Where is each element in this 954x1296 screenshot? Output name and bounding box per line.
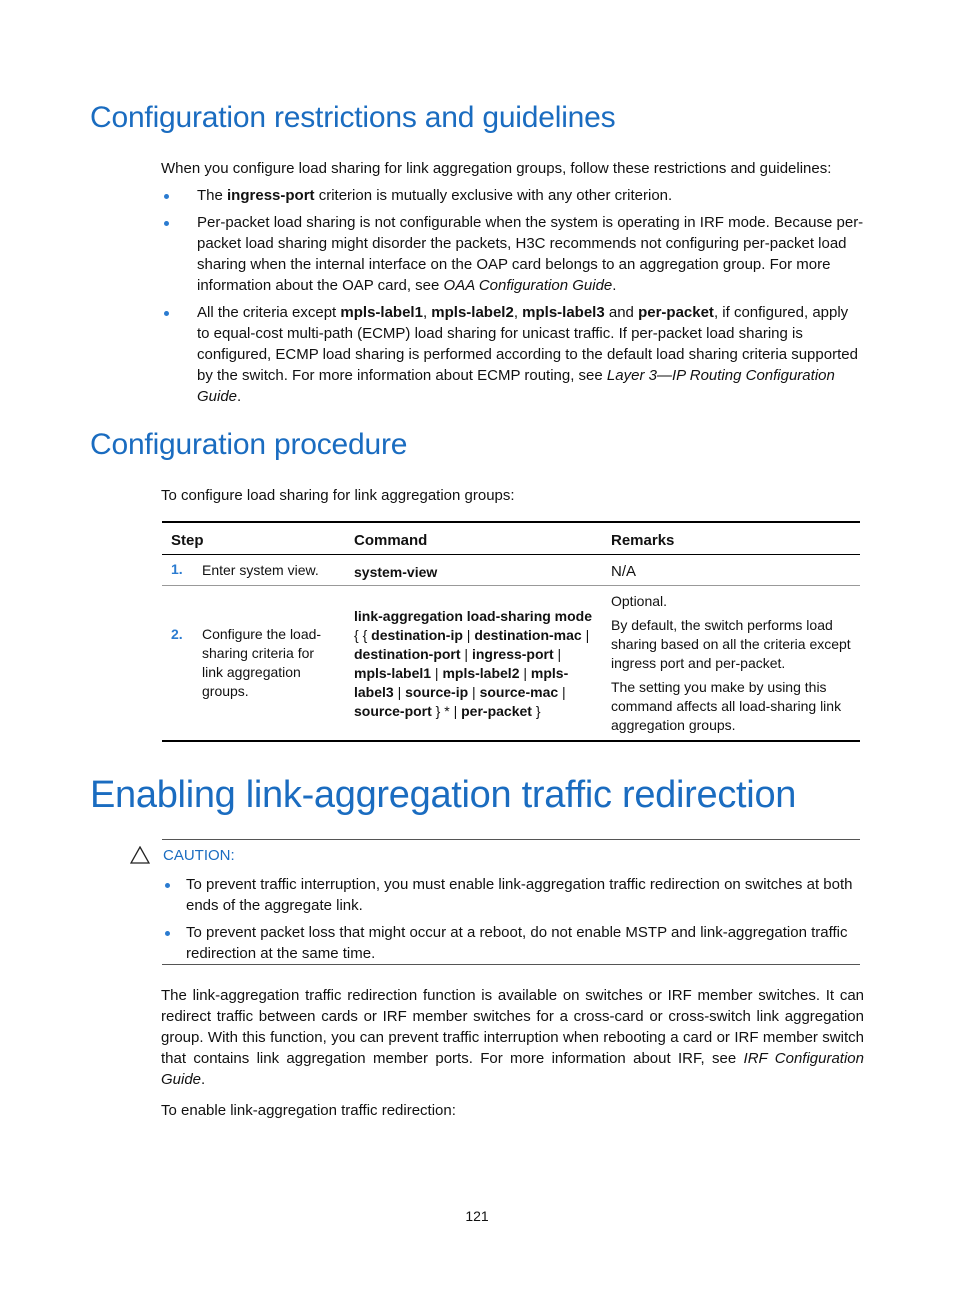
caution-text: To prevent packet loss that might occur at a reboot, do not enable MSTP and link-aggregation traffic redirection at the same time. <box>186 924 848 962</box>
list-item <box>186 922 861 964</box>
header-command: Command <box>354 532 428 549</box>
redirection-intro: To enable link-aggregation traffic redirection: <box>161 1102 456 1119</box>
row-rule <box>162 585 860 586</box>
remark-default: By default, the switch performs load sharing based on all the criteria except ingress port and per-packet. <box>611 617 851 671</box>
command-text <box>354 607 594 721</box>
doc-reference: OAA Configuration Guide <box>443 277 613 294</box>
caution-icon <box>130 846 150 864</box>
procedure-intro: To configure load sharing for link aggregation groups: <box>161 487 515 504</box>
restrictions-list <box>197 185 864 413</box>
bullet-icon <box>165 931 170 936</box>
text: | <box>558 684 566 700</box>
text: | <box>468 684 480 700</box>
remarks-text: N/A <box>611 563 637 580</box>
text: | <box>519 665 531 681</box>
bullet-icon <box>165 883 170 888</box>
redirection-description <box>161 985 864 1090</box>
keyword: mpls-label3 <box>354 665 569 700</box>
heading-configuration-restrictions: Configuration restrictions and guidelines <box>90 101 616 134</box>
text: } <box>531 703 541 719</box>
text: | <box>462 627 475 643</box>
text: , <box>422 304 432 321</box>
table-bottom-rule <box>162 740 860 742</box>
text: criterion is mutually exclusive with any other criterion. <box>314 187 673 204</box>
doc-reference: Layer 3—IP Routing Configuration Guide <box>197 367 835 405</box>
caution-text: To prevent traffic interruption, you must enable link-aggregation traffic redirection on switches at both ends of the aggregate link. <box>186 876 853 914</box>
keyword: link-aggregation load-sharing mode <box>354 608 593 624</box>
header-remarks: Remarks <box>611 532 675 549</box>
text: | <box>393 684 406 700</box>
heading-configuration-procedure: Configuration procedure <box>90 428 408 461</box>
text: . <box>237 388 242 405</box>
bullet-icon <box>164 221 169 226</box>
keyword: mpls-label2 <box>431 304 514 321</box>
text: | <box>431 665 443 681</box>
heading-enabling-traffic-redirection: Enabling link-aggregation traffic redirection <box>90 774 797 816</box>
bullet-icon <box>164 194 169 199</box>
table-top-rule <box>162 521 860 523</box>
keyword: mpls-label3 <box>522 304 605 321</box>
text: The <box>197 187 228 204</box>
step-description: Configure the load-sharing criteria for link aggregation groups. <box>202 626 322 699</box>
remark-optional: Optional. <box>611 593 668 609</box>
step-number: 2. <box>171 626 183 642</box>
keyword: per-packet <box>638 304 714 321</box>
step-number: 1. <box>171 561 183 577</box>
text: { { <box>354 627 372 643</box>
command-text: system-view <box>354 564 438 580</box>
keyword: mpls-label2 <box>442 665 520 681</box>
remarks-text <box>611 592 856 740</box>
text: Per-packet load sharing is not configurable when the system is operating in IRF mode. Because per-packet load sharing might disorder the packets, H3C recommends not configuring per-packet load sharing when the internal interface on the OAP card belongs to an aggregation group. For more information about the OAP card, see <box>197 214 864 294</box>
caution-top-rule <box>162 839 860 840</box>
keyword: ingress-port <box>227 187 315 204</box>
caution-bottom-rule <box>162 964 860 965</box>
keyword: destination-mac <box>474 627 582 643</box>
keyword: mpls-label1 <box>340 304 423 321</box>
text: | <box>581 627 590 643</box>
doc-reference: IRF Configuration Guide <box>161 1050 864 1088</box>
restrictions-intro: When you configure load sharing for link aggregation groups, follow these restrictions and guidelines: <box>161 160 832 177</box>
keyword: source-port <box>354 703 432 719</box>
keyword: source-ip <box>405 684 469 700</box>
list-item <box>197 185 864 206</box>
keyword: mpls-label1 <box>354 665 432 681</box>
keyword: source-mac <box>479 684 559 700</box>
keyword: ingress-port <box>471 646 554 662</box>
header-rule <box>162 554 860 555</box>
remark-effect: The setting you make by using this command affects all load-sharing link aggregation groups. <box>611 679 842 733</box>
text: , if configured, apply to equal-cost multi-path (ECMP) load sharing for unicast traffic. If per-packet load sharing is configured, ECMP load sharing is performed according to the default load sharing criteria supported by the switch. For more information about ECMP routing, see <box>197 304 858 384</box>
page-number: 121 <box>465 1208 489 1224</box>
caution-list <box>186 874 861 970</box>
text: and <box>604 304 639 321</box>
text: The link-aggregation traffic redirection function is available on switches or IRF member switches. It can redirect traffic between cards or IRF member switches for a cross-card or cross-switch link aggregation group. With this function, you can prevent traffic interruption when rebooting a card or IRF member switch that contains link aggregation member ports. For more information about IRF, see <box>161 987 864 1067</box>
step-description: Enter system view. <box>202 562 319 578</box>
text: . <box>612 277 617 294</box>
bullet-icon <box>164 311 169 316</box>
keyword: per-packet <box>461 703 532 719</box>
list-item <box>197 302 864 407</box>
text: . <box>201 1071 206 1088</box>
text: | <box>553 646 562 662</box>
keyword: destination-port <box>354 646 461 662</box>
text: , <box>513 304 523 321</box>
caution-label: CAUTION: <box>163 847 235 864</box>
text: } * | <box>431 703 462 719</box>
text: | <box>460 646 472 662</box>
header-step: Step <box>171 532 204 549</box>
list-item <box>186 874 861 916</box>
list-item <box>197 212 864 296</box>
keyword: destination-ip <box>371 627 463 643</box>
text: All the criteria except <box>197 304 341 321</box>
